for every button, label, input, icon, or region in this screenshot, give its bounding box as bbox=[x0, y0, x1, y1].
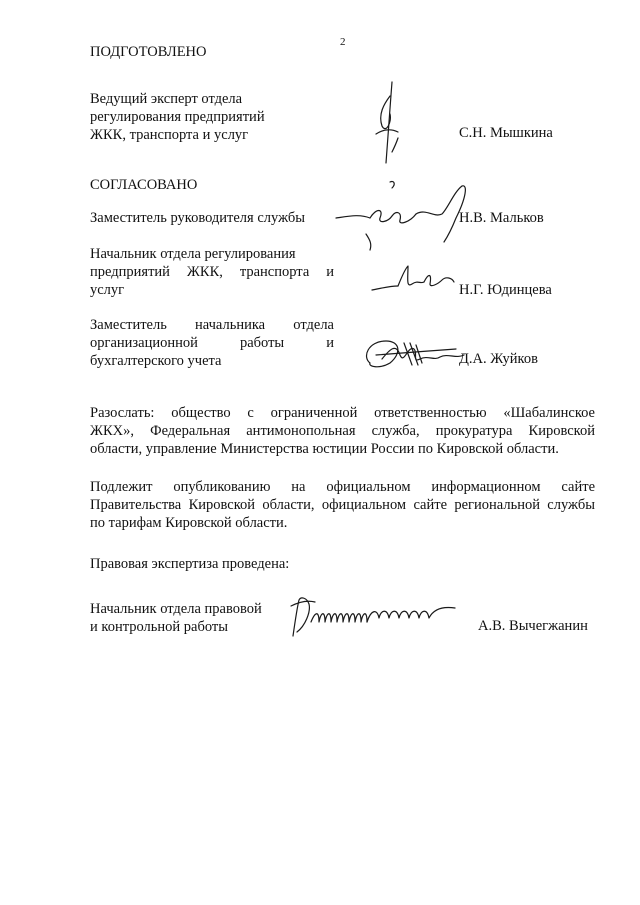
legal-review-name: А.В. Вычегжанин bbox=[478, 618, 588, 634]
publication-line: по тарифам Кировской области. bbox=[90, 515, 288, 531]
publication-line: Правительства Кировской области, официальном сайте региональной службы bbox=[90, 497, 595, 513]
signature-vychegzhanin bbox=[285, 592, 465, 642]
signer-1-name: Н.В. Мальков bbox=[459, 210, 544, 226]
legal-review-statement: Правовая экспертиза проведена: bbox=[90, 556, 290, 572]
prepared-position bbox=[90, 90, 330, 144]
signer-2-position-line: предприятий ЖКК, транспорта и bbox=[90, 264, 334, 280]
signature-malkov bbox=[330, 178, 470, 253]
legal-review-position bbox=[90, 600, 310, 636]
signature-zhuikov bbox=[360, 335, 470, 375]
agreed-heading: СОГЛАСОВАНО bbox=[90, 177, 198, 193]
signer-3-name: Д.А. Жуйков bbox=[459, 351, 538, 367]
distribution-line: области, управление Министерства юстиции России по Кировской области. bbox=[90, 441, 559, 457]
signer-3-position-line: бухгалтерского учета bbox=[90, 353, 222, 369]
publication-line: Подлежит опубликованию на официальном информационном сайте bbox=[90, 479, 595, 495]
signer-3-position bbox=[90, 316, 334, 370]
distribution-line: ЖКХ», Федеральная антимонопольная служба, прокуратура Кировской bbox=[90, 423, 595, 439]
prepared-position-line: ЖКК, транспорта и услуг bbox=[90, 127, 249, 143]
prepared-heading: ПОДГОТОВЛЕНО bbox=[90, 44, 207, 60]
signer-3-position-line: Заместитель начальника отдела bbox=[90, 317, 334, 333]
prepared-name: С.Н. Мышкина bbox=[459, 125, 553, 141]
signer-2-name: Н.Г. Юдинцева bbox=[459, 282, 552, 298]
signer-2-position bbox=[90, 245, 334, 299]
page-number: 2 bbox=[340, 36, 346, 48]
legal-review-position-line: Начальник отдела правовой bbox=[90, 601, 262, 617]
signer-2-position-line: Начальник отдела регулирования bbox=[90, 246, 296, 262]
signature-yudintseva bbox=[368, 262, 458, 302]
distribution-paragraph bbox=[90, 404, 595, 458]
prepared-position-line: регулирования предприятий bbox=[90, 109, 265, 125]
signer-1-position-line: Заместитель руководителя службы bbox=[90, 210, 306, 226]
signer-2-position-line: услуг bbox=[90, 282, 125, 298]
signer-3-position-line: организационной работы и bbox=[90, 335, 334, 351]
publication-paragraph bbox=[90, 478, 595, 532]
signer-1-position bbox=[90, 209, 350, 227]
legal-review-position-line: и контрольной работы bbox=[90, 619, 228, 635]
prepared-position-line: Ведущий эксперт отдела bbox=[90, 91, 243, 107]
distribution-line: Разослать: общество с ограниченной ответственностью «Шабалинское bbox=[90, 405, 595, 421]
signature-myshkina bbox=[368, 78, 418, 168]
